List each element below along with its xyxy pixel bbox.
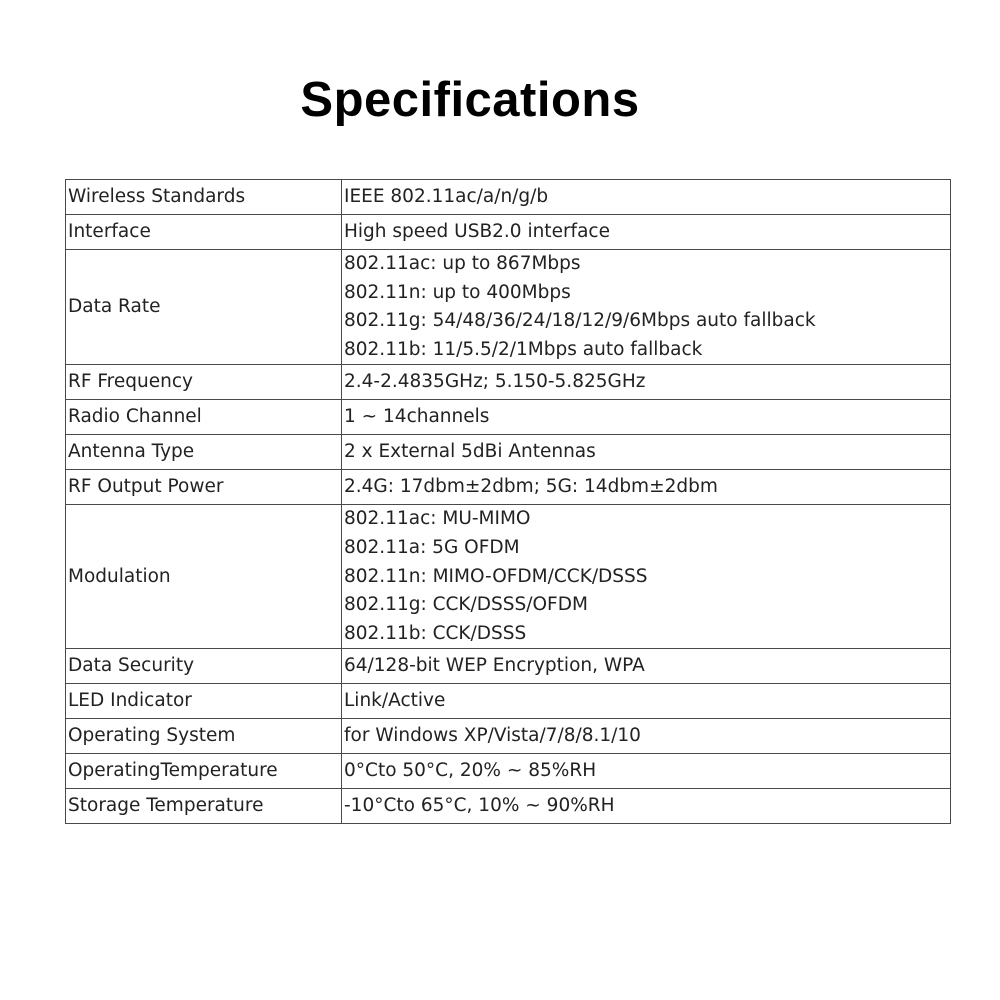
spec-label: Antenna Type	[66, 435, 342, 470]
specifications-table	[65, 179, 951, 824]
spec-row	[66, 754, 951, 789]
spec-value-line: 802.11b: 11/5.5/2/1Mbps auto fallback	[344, 338, 703, 360]
spec-label: Operating System	[66, 719, 342, 754]
spec-row	[66, 649, 951, 684]
spec-value-line: 0°Cto 50°C, 20% ~ 85%RH	[344, 760, 597, 782]
spec-value	[342, 435, 951, 470]
spec-label: Modulation	[66, 505, 342, 649]
spec-value	[342, 505, 951, 649]
specifications-table-body	[66, 180, 951, 824]
spec-value-line: 64/128-bit WEP Encryption, WPA	[344, 655, 645, 677]
spec-value-line: 802.11g: CCK/DSSS/OFDM	[344, 594, 588, 616]
spec-value	[342, 719, 951, 754]
spec-value-line: 802.11g: 54/48/36/24/18/12/9/6Mbps auto fallback	[344, 310, 816, 332]
spec-row	[66, 435, 951, 470]
spec-value-line: 2 x External 5dBi Antennas	[344, 441, 596, 463]
spec-value-line: 2.4G: 17dbm±2dbm; 5G: 14dbm±2dbm	[344, 476, 718, 498]
spec-value-line: 802.11ac: up to 867Mbps	[344, 253, 581, 274]
spec-value	[342, 754, 951, 789]
spec-value-line: for Windows XP/Vista/7/8/8.1/10	[344, 725, 641, 747]
spec-value	[342, 789, 951, 824]
spec-label: RF Frequency	[66, 365, 342, 400]
spec-label: Data Security	[66, 649, 342, 684]
spec-value-line: 802.11n: up to 400Mbps	[344, 281, 571, 303]
spec-value-line: 802.11a: 5G OFDM	[344, 536, 520, 558]
spec-value-line: High speed USB2.0 interface	[344, 220, 610, 242]
spec-row	[66, 365, 951, 400]
spec-label: Storage Temperature	[66, 789, 342, 824]
page-title: Specifications	[300, 73, 640, 127]
spec-label: Data Rate	[66, 250, 342, 365]
spec-value	[342, 215, 951, 250]
spec-value	[342, 365, 951, 400]
spec-value	[342, 400, 951, 435]
spec-value	[342, 180, 951, 215]
spec-value	[342, 649, 951, 684]
spec-row	[66, 789, 951, 824]
spec-value-line: 802.11ac: MU-MIMO	[344, 508, 531, 530]
spec-value	[342, 250, 951, 365]
spec-value-line: 1 ~ 14channels	[344, 406, 490, 428]
spec-label: Radio Channel	[66, 400, 342, 435]
spec-label: Wireless Standards	[66, 180, 342, 215]
spec-value-line: -10°Cto 65°C, 10% ~ 90%RH	[344, 795, 615, 817]
spec-value-line: 802.11b: CCK/DSSS	[344, 622, 527, 644]
spec-row	[66, 250, 951, 365]
spec-label: LED Indicator	[66, 684, 342, 719]
spec-label: Interface	[66, 215, 342, 250]
spec-row	[66, 719, 951, 754]
spec-label: RF Output Power	[66, 470, 342, 505]
spec-row	[66, 400, 951, 435]
spec-row	[66, 470, 951, 505]
spec-value-line: IEEE 802.11ac/a/n/g/b	[344, 185, 549, 207]
spec-row	[66, 180, 951, 215]
spec-value-line: 2.4-2.4835GHz; 5.150-5.825GHz	[344, 371, 646, 393]
spec-row	[66, 215, 951, 250]
spec-value	[342, 470, 951, 505]
spec-value-line: 802.11n: MIMO-OFDM/CCK/DSSS	[344, 565, 648, 587]
spec-row	[66, 505, 951, 649]
spec-label: OperatingTemperature	[66, 754, 342, 789]
spec-row	[66, 684, 951, 719]
spec-value-line: Link/Active	[344, 690, 446, 712]
spec-value	[342, 684, 951, 719]
